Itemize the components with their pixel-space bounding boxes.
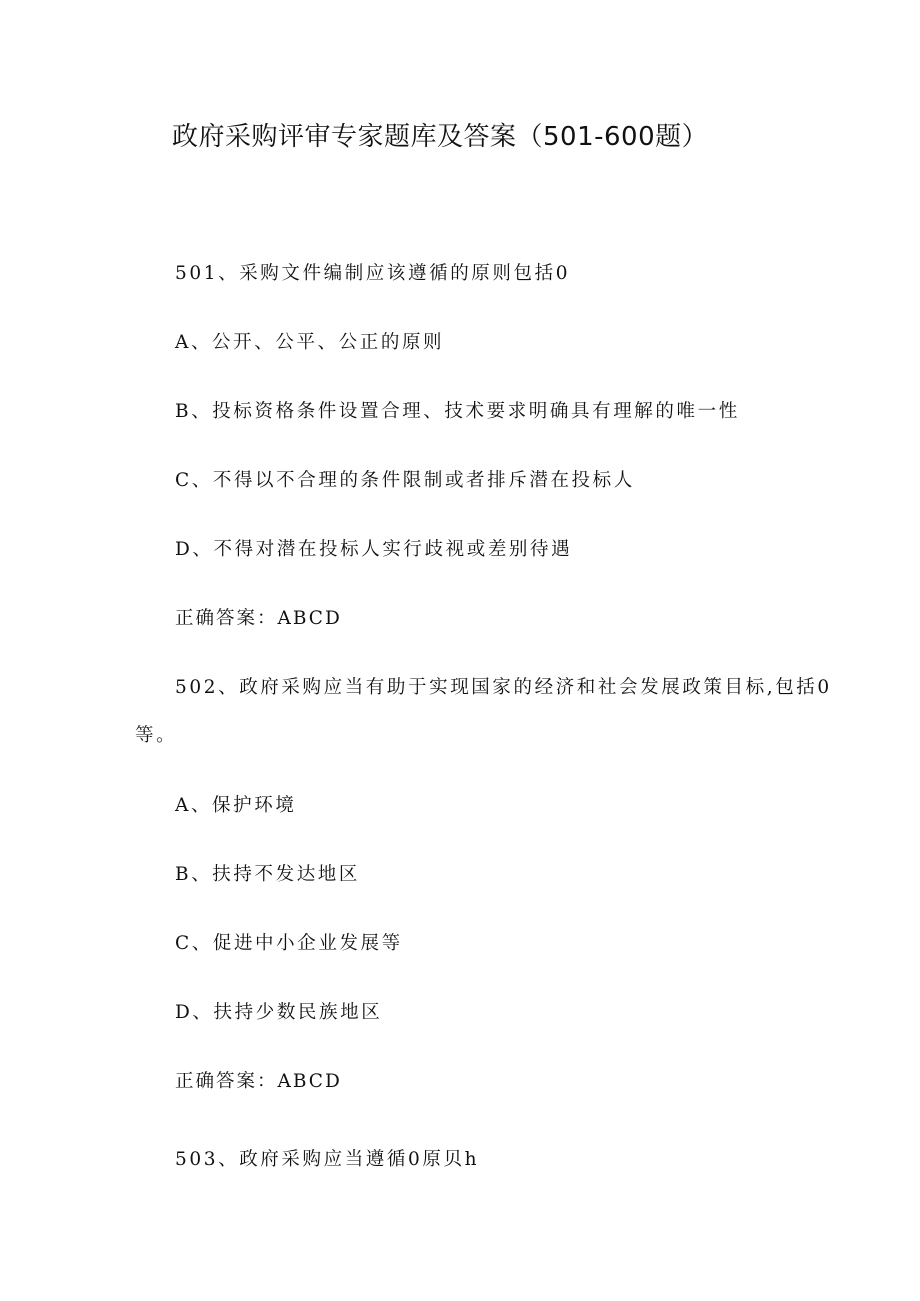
option-502-c: C、促进中小企业发展等 [175, 933, 403, 954]
answer-502: 正确答案：ABCD [175, 1071, 342, 1092]
option-501-c: C、不得以不合理的条件限制或者排斥潜在投标人 [175, 470, 635, 491]
answer-501: 正确答案：ABCD [175, 608, 342, 629]
option-502-a: A、保护环境 [175, 795, 297, 816]
option-501-b: B、投标资格条件设置合理、技术要求明确具有理解的唯一性 [175, 401, 740, 422]
option-501-d: D、不得对潜在投标人实行歧视或差别待遇 [175, 539, 573, 560]
question-503: 503、政府采购应当遵循0原贝h [175, 1149, 480, 1170]
question-502-continued: 等。 [135, 725, 178, 746]
option-501-a: A、公开、公平、公正的原则 [175, 332, 445, 353]
option-502-d: D、扶持少数民族地区 [175, 1002, 383, 1023]
question-501: 501、采购文件编制应该遵循的原则包括0 [175, 263, 571, 284]
page-title: 政府采购评审专家题库及答案（501-600题） [172, 122, 709, 152]
option-502-b: B、扶持不发达地区 [175, 864, 360, 885]
question-502: 502、政府采购应当有助于实现国家的经济和社会发展政策目标,包括0 [175, 677, 832, 698]
